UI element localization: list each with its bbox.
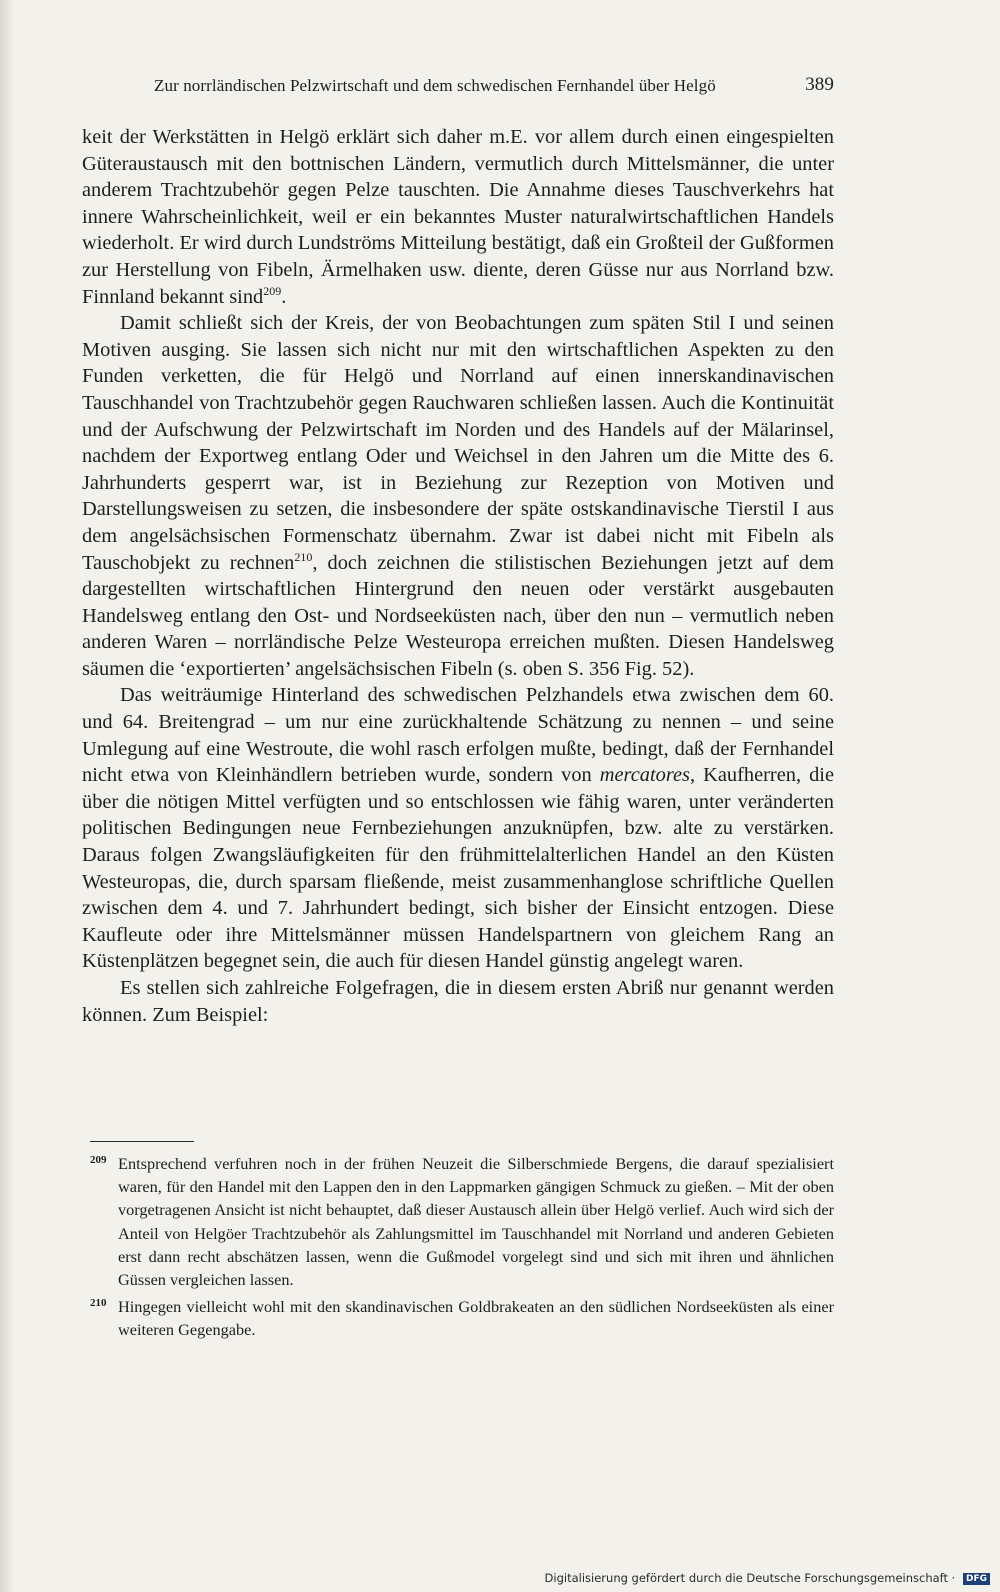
dfg-logo-icon: DFG bbox=[963, 1573, 990, 1585]
paragraph-2-end: , doch zeichnen die stilistischen Beziehungen jetzt auf dem dargestellten wirtschaftlichen Hintergrund den neuen oder verstärkt ausgebauten Handelsweg entlang den Ost- und Nordseeküsten nach, über den nun – vermutlich neben anderen Waren – norrländische Pelze Westeuropa erreichen mußten. Diesen Handelsweg säumen die ‘exportierten’ angelsächsischen Fibeln (s. oben S. 356 Fig. 52). bbox=[82, 551, 834, 680]
footnote-separator bbox=[90, 1141, 194, 1142]
paragraph-3 bbox=[82, 682, 834, 975]
paragraph-2 bbox=[82, 310, 834, 682]
running-title: Zur norrländischen Pelzwirtschaft und dem schwedischen Fernhandel über Helgö bbox=[154, 76, 716, 95]
page-edge-shadow bbox=[0, 0, 14, 1592]
paragraph-3-text: Das weiträumige Hinterland des schwedischen Pelzhandels etwa zwischen dem 60. und 64. Breitengrad – um nur eine zurückhaltende Schätzung zu nennen – und seine Umlegung auf eine Westroute, die wohl rasch erfolgen mußte, bedingt, daß der Fernhandel nicht etwa von Kleinhändlern betrieben wurde, sondern von bbox=[82, 684, 834, 787]
footnote-ref-209[interactable]: 209 bbox=[263, 283, 282, 298]
footnote-text: Hingegen vielleicht wohl mit den skandinavischen Goldbrakeaten an den südlichen Nordseeküsten als einer weiteren Gegengabe. bbox=[118, 1297, 834, 1340]
mercatores-term: mercatores bbox=[599, 764, 690, 787]
paragraph-3-end: , Kaufherren, die über die nötigen Mittel verfügten und so entschlossen wie fähig waren, unter veränderten politischen Bedingungen neue Fernbeziehungen anzuknüpfen, bzw. alte zu verstärken. Daraus folgen Zwangsläufigkeiten für den frühmittelalterlichen Handel an den Küsten Westeuropas, die, durch sparsam fließende, meist zusammenhanglose schriftliche Quellen zwischen dem 4. und 7. Jahrhundert bedingt, sich bisher der Einsicht entzogen. Diese Kaufleute oder ihre Mittelsmänner müssen Handelspartnern von gleichem Rang an Küstenplätzen begegnet sein, die auch für diesen Handel günstig angelegt waren. bbox=[82, 764, 834, 973]
digitization-footer bbox=[545, 1571, 990, 1585]
footnote-number: 210 bbox=[90, 1297, 107, 1310]
paragraph-1-text: keit der Werkstätten in Helgö erklärt sich daher m.E. vor allem durch einen eingespielten Güteraustausch mit den bottnischen Ländern, vermutlich durch Mittelsmänner, die unter anderem Trachtzubehör gegen Pelze tauschten. Die Annahme dieses Tauschverkehrs hat innere Wahrscheinlichkeit, weil er ein bekanntes Muster naturalwirtschaftlichen Handels wiederholt. Er wird durch Lundströms Mitteilung bestätigt, daß ein Großteil der Gußformen zur Herstellung von Fibeln, Ärmelhaken usw. diente, deren Güsse nur aus Norrland bzw. Finnland bekannt sind bbox=[82, 126, 834, 308]
footnote-text: Entsprechend verfuhren noch in der frühen Neuzeit die Silberschmiede Bergens, die darauf spezialisiert waren, für den Handel mit den Lappen den in den Lappmarken gängigen Schmuck zu gießen. – Mit der oben vorgetragenen Ansicht ist nicht behauptet, daß dieser Austausch allein über Helgö verlief. Auch wird sich der Anteil von Helgöer Trachtzubehör als Zahlungsmittel im Tauschhandel mit Norrland und anderen Gebieten erst dann recht abschätzen lassen, wenn die Gußmodel vorgelegt sind und sich mit ihren und ähnlichen Güssen vergleichen lassen. bbox=[118, 1154, 834, 1290]
paragraph-1 bbox=[82, 124, 834, 310]
footnote-210 bbox=[90, 1295, 834, 1341]
digitization-note: Digitalisierung gefördert durch die Deutsche Forschungsgemeinschaft · bbox=[544, 1571, 956, 1585]
paragraph-2-text: Damit schließt sich der Kreis, der von Beobachtungen zum späten Stil I und seinen Motiven ausging. Sie lassen sich nicht nur mit den wirtschaftlichen Aspekten zu den Funden verketten, die für Helgö und Norrland auf einen innerskandinavischen Tauschhandel von Trachtzubehör gegen Rauchwaren schließen lassen. Auch die Kontinuität und der Aufschwung der Pelzwirtschaft im Norden und des Handels auf der Mälarinsel, nachdem der Exportweg entlang Oder und Weichsel in den Jahren um die Mitte des 6. Jahrhunderts gesperrt war, ist in Beziehung zur Rezeption von Motiven und Darstellungsweisen zu setzen, die insbesondere der späte ostskandinavische Tierstil I aus dem angelsächsischen Formenschatz übernahm. Zwar ist dabei nicht mit Fibeln als Tauschobjekt zu rechnen bbox=[82, 312, 834, 574]
footnotes bbox=[90, 1152, 834, 1346]
footnote-number: 209 bbox=[90, 1154, 107, 1166]
paragraph-1-end: . bbox=[281, 285, 287, 308]
footnote-ref-210[interactable]: 210 bbox=[294, 549, 313, 564]
page-number: 389 bbox=[805, 74, 834, 95]
paragraph-4: Es stellen sich zahlreiche Folgefragen, die in diesem ersten Abriß nur genannt werden können. Zum Beispiel: bbox=[82, 977, 834, 1026]
body-text bbox=[82, 124, 834, 1028]
footnote-209 bbox=[90, 1152, 834, 1291]
